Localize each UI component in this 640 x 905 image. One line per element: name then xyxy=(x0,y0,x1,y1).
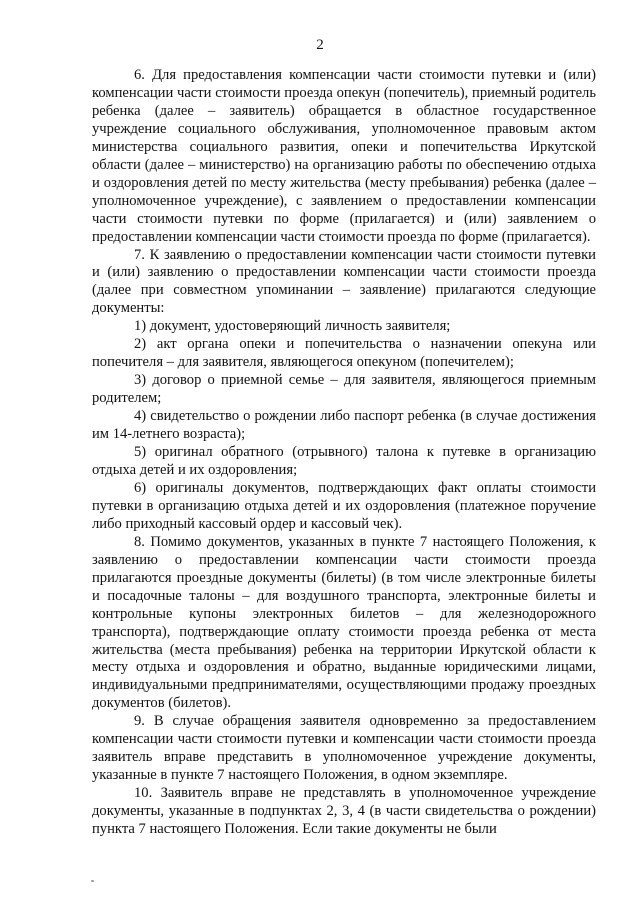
list-item-5: 5) оригинал обратного (отрывного) талона к путевке в организацию отдыха детей и их оздоровления; xyxy=(92,444,596,478)
list-item-4: 4) свидетельство о рождении либо паспорт ребенка (в случае достижения им 14-летнего возраста); xyxy=(92,408,596,443)
page-number: 2 xyxy=(316,37,324,53)
list-item-6: 6) оригиналы документов, подтверждающих факт оплаты стоимости путевки в организацию отдыха детей и их оздоровления (платежное поручение либо приходный кассовый ордер и кассовый чек). xyxy=(92,479,596,532)
paragraph-7: 7. К заявлению о предоставлении компенсации части стоимости путевки и (или) заявлению о предоставлении компенсации части стоимости проезда (далее при совместном упоминании – заявление) прилагаются следующие документы: xyxy=(92,246,596,317)
list-item-3: 3) договор о приемной семье – для заявителя, являющегося приемным родителем; xyxy=(92,372,596,407)
paragraph-6: 6. Для предоставления компенсации части стоимости путевки и (или) компенсации части стоимости проезда опекун (попечитель), приемный родитель ребенка (далее – заявитель) обращается в областное государственное учреждение социального обслуживания, уполномоченное правовым актом министерства социального развития, опеки и попечительства Иркутской области (далее – министерство) на организацию работы по обеспечению отдыха и оздоровления детей по месту жительства (месту пребывания) ребенка (далее – уполномоченное учреждение), с заявлением о предоставлении компенсации части стоимости путевки по форме (прилагается) и (или) заявлением о предоставлении компенсации части стоимости проезда по форме (прилагается). xyxy=(92,67,596,245)
document-body xyxy=(92,67,596,839)
list-item-1: 1) документ, удостоверяющий личность заявителя; xyxy=(134,318,451,335)
paragraph-8: 8. Помимо документов, указанных в пункте 7 настоящего Положения, к заявлению о предоставлении компенсации части стоимости проезда прилагаются проездные документы (билеты) (в том числе электронные билеты и посадочные талоны – для воздушного транспорта, электронные билеты и контрольные купоны электронных билетов – для железнодорожного транспорта), подтверждающие оплату стоимости проезда ребенка от места жительства (места пребывания) ребенка на территории Иркутской области к месту отдыха и оздоровления и обратно, выданные юридическими лицами, индивидуальными предпринимателями, осуществляющими продажу проездных документов (билетов). xyxy=(92,533,596,712)
paragraph-9: 9. В случае обращения заявителя одновременно за предоставлением компенсации части стоимости путевки и компенсации части стоимости проезда заявитель вправе представить в уполномоченное учреждение документы, указанные в пункте 7 настоящего Положения, в одном экземпляре. xyxy=(92,713,596,784)
list-item-2: 2) акт органа опеки и попечительства о назначении опекуна или попечителя – для заявителя, являющегося опекуном (попечителем); xyxy=(92,336,596,371)
paragraph-10: 10. Заявитель вправе не представлять в уполномоченное учреждение документы, указанные в подпунктах 2, 3, 4 (в части свидетельства о рождении) пункта 7 настоящего Положения. Если такие документы не были xyxy=(92,785,596,838)
scan-artifact xyxy=(91,880,94,882)
